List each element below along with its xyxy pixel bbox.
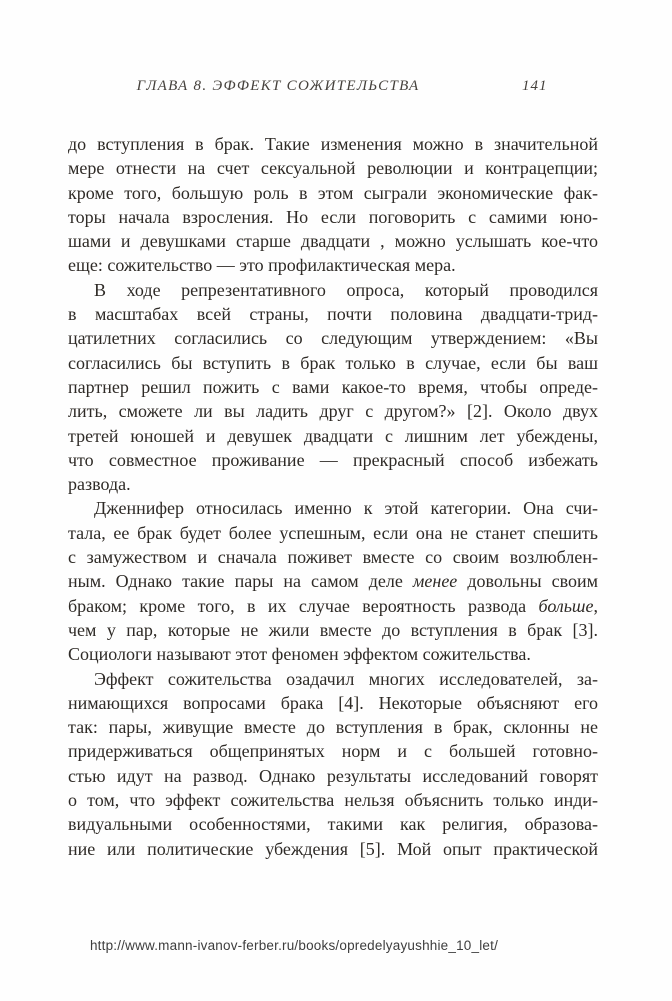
text-line: Эффект сожительства озадачил многих исследователей, за- [94, 668, 598, 689]
text-line: партнер решил пожить с вами какое-то время, чтобы опреде- [68, 376, 598, 397]
text-line: с замужеством и сначала поживет вместе со своим возлюблен- [68, 547, 598, 568]
paragraph [68, 278, 598, 497]
text-line: шами и девушками старше двадцати , можно услышать кое-что [68, 231, 598, 252]
text-line: о том, что эффект сожительства нельзя объяснить только инди- [68, 790, 598, 811]
text-line: кроме того, большую роль в этом сыграли экономические фак- [68, 182, 598, 203]
text-line: развода. [68, 474, 131, 495]
text-line: в масштабах всей страны, почти половина двадцати-трид- [68, 304, 598, 325]
text-line: лить, сможете ли вы ладить друг с другом?» [2]. Около двух [68, 401, 598, 422]
text-line: до вступления в брак. Такие изменения можно в значительной [68, 134, 598, 154]
text-line: нимающихся вопросами брака [4]. Некоторые объясняют его [68, 692, 598, 713]
text-line: Социологи называют этот феномен эффектом сожительства. [68, 644, 531, 665]
text-line: видуальными особенностями, такими как религия, образова- [68, 814, 598, 835]
paragraph [68, 132, 598, 278]
text-line: тала, ее брак будет более успешным, если она не станет спешить [68, 522, 598, 543]
page-number: 141 [522, 78, 548, 94]
text-line: придерживаться общепринятых норм и с большей готовно- [68, 741, 598, 762]
text-line: согласились бы вступить в брак только в случае, если бы ваш [68, 352, 598, 373]
text-line: цатилетних согласились со следующим утверждением: «Вы [68, 328, 598, 349]
running-head [68, 78, 598, 100]
text-line: браком; кроме того, в их случае вероятность развода больше, [68, 595, 598, 616]
text-line: В ходе репрезентативного опроса, который проводился [94, 279, 598, 300]
paragraph [68, 667, 598, 861]
text-line: что совместное проживание — прекрасный способ избежать [68, 449, 598, 470]
text-line: чем у пар, которые не жили вместе до вступления в брак [3]. [68, 619, 598, 640]
text-line: ным. Однако такие пары на самом деле менее довольны своим [68, 571, 599, 592]
text-line: торы начала взросления. Но если поговорить с самими юно- [68, 206, 598, 227]
text-line: так: пары, живущие вместе до вступления в брак, склонны не [68, 717, 598, 738]
text-line: мере отнести на счет сексуальной революции и контрацепции; [68, 158, 598, 179]
chapter-title: ГЛАВА 8. ЭФФЕКТ СОЖИТЕЛЬСТВА [136, 78, 420, 94]
text-line: еще: сожительство — это профилактическая мера. [68, 255, 456, 276]
text-line: стью идут на развод. Однако результаты исследований говорят [68, 765, 598, 786]
text-line: Дженнифер относилась именно к этой категории. Она счи- [94, 498, 598, 519]
text-line: третей юношей и девушек двадцати с лишним лет убеждены, [68, 425, 598, 446]
footer-url: http://www.mann-ivanov-ferber.ru/books/opredelyayushhie_10_let/ [89, 938, 499, 953]
body-text [68, 132, 598, 861]
paragraph [68, 496, 598, 666]
text-line: ние или политические убеждения [5]. Мой опыт практической [68, 838, 598, 859]
